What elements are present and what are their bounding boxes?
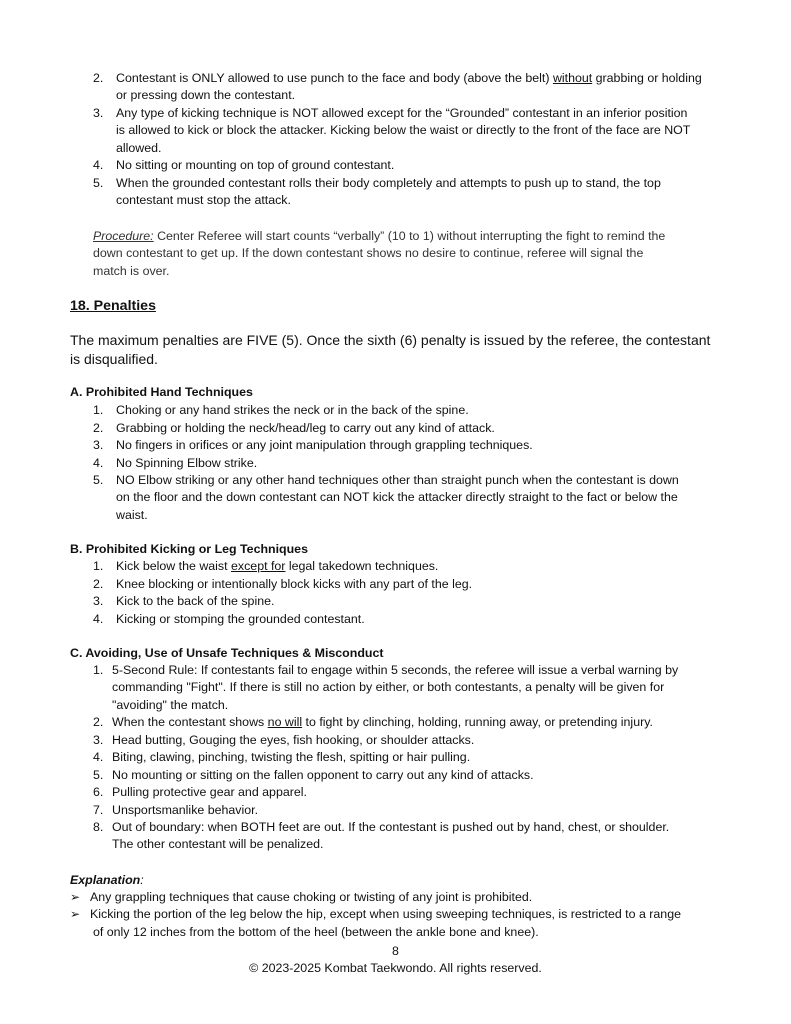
penalties-intro-line-2: is disqualified. [70,351,158,367]
kick-rule-item-number: 4. [93,611,104,626]
kick-rule-item-number: 2. [93,576,104,591]
explanation-text: Kicking the portion of the leg below the hip, except when using sweeping techniques, is restricted to a range [90,907,681,922]
explanation-text: of only 12 inches from the bottom of the heel (between the ankle bone and knee). [93,924,539,939]
misconduct-rule-item-number: 2. [93,715,104,730]
rule-item-number: 5. [93,175,104,190]
misconduct-rule-item-number: 3. [93,732,104,747]
hand-rule-item-number: 2. [93,420,104,435]
hand-rule-item-text: No fingers in orifices or any joint manipulation through grappling techniques. [116,438,533,452]
section-c-title: C. Avoiding, Use of Unsafe Techniques & Misconduct [70,646,384,660]
misconduct-rule-item-number: 7. [93,802,104,817]
misconduct-rule-item-number: 6. [93,785,104,800]
misconduct-rule-item-text: commanding "Fight". If there is still no action by either, or both contestants, a penalty will be given for [112,680,665,695]
misconduct-rule-item-text: No mounting or sitting on the fallen opponent to carry out any kind of attacks. [112,767,534,782]
rule-item-text: No sitting or mounting on top of ground contestant. [116,158,395,173]
hand-rule-item-number: 3. [93,438,104,452]
hand-rule-item-number: 4. [93,455,104,470]
rule-underlined-text: without [552,71,593,85]
arrow-bullet-icon: ➢ [70,890,81,904]
misconduct-rule-item-number: 5. [93,767,104,782]
rule-item-text: or pressing down the contestant. [116,88,296,103]
rule-item-number: 4. [93,158,104,173]
misconduct-rule-item-text: Biting, clawing, pinching, twisting the flesh, spitting or hair pulling. [112,750,471,765]
misconduct-rule-item-text: 5-Second Rule: If contestants fail to engage within 5 seconds, the referee will issue a verbal warning by [112,663,679,677]
section-b-title: B. Prohibited Kicking or Leg Techniques [70,542,308,556]
explanation-label: Explanation: [70,873,144,887]
procedure-label: Procedure: [93,229,154,243]
kick-rule-item-text: Knee blocking or intentionally block kicks with any part of the leg. [116,576,473,591]
rule-item-text: contestant must stop the attack. [116,193,291,207]
procedure-text: match is over. [93,263,170,278]
kick-rule-underlined-text: except for [231,559,286,573]
kick-rule-item-text: Kick to the back of the spine. [116,594,275,608]
misconduct-rule-item-text: Unsportsmanlike behavior. [112,802,259,817]
rule-item-text: Any type of kicking technique is NOT allowed except for the “Grounded” contestant in an inferior position [116,105,688,120]
kick-rule-item-text: Kick below the waist except for legal takedown techniques. [116,559,439,573]
rule-item-text: allowed. [116,140,162,155]
procedure-text: Procedure: Center Referee will start counts “verbally” (10 to 1) without interrupting the fight to remind the [93,229,666,243]
kick-rule-item-number: 3. [93,594,104,608]
rule-item-number: 3. [93,105,104,120]
hand-rule-item-text: Grabbing or holding the neck/head/leg to carry out any kind of attack. [116,420,495,435]
misconduct-rule-item-text: The other contestant will be penalized. [112,837,324,852]
misconduct-rule-underlined-text: no will [267,715,303,730]
rule-item-text: When the grounded contestant rolls their body completely and attempts to push up to stand, the top [116,175,661,190]
hand-rule-item-text: waist. [116,507,148,522]
misconduct-rule-item-text: When the contestant shows no will to fight by clinching, holding, running away, or pretending injury. [112,715,653,730]
procedure-text: down contestant to get up. If the down contestant shows no desire to continue, referee will signal the [93,246,644,261]
kick-rule-item-number: 1. [93,559,104,573]
misconduct-rule-item-text: "avoiding" the match. [112,697,229,712]
misconduct-rule-item-number: 4. [93,750,104,765]
rule-item-text: Contestant is ONLY allowed to use punch to the face and body (above the belt) without grabbing or holding [116,71,702,85]
rule-item-number: 2. [93,71,104,85]
penalties-intro-line-1: The maximum penalties are FIVE (5). Once the sixth (6) penalty is issued by the referee, the contestant [70,332,711,348]
copyright-footer: © 2023-2025 Kombat Taekwondo. All rights reserved. [249,961,542,975]
explanation-text: Any grappling techniques that cause choking or twisting of any joint is prohibited. [90,890,533,904]
arrow-bullet-icon: ➢ [70,907,81,922]
section-a-title: A. Prohibited Hand Techniques [70,385,253,399]
misconduct-rule-item-text: Head butting, Gouging the eyes, fish hooking, or shoulder attacks. [112,732,475,747]
section-heading: 18. Penalties [70,298,156,314]
misconduct-rule-item-number: 8. [93,820,104,835]
hand-rule-item-text: NO Elbow striking or any other hand techniques other than straight punch when the contestant is down [116,473,679,487]
rule-item-text: is allowed to kick or block the attacker. Kicking below the waist or directly to the front of the face are NOT [116,123,691,138]
hand-rule-item-number: 5. [93,473,104,487]
hand-rule-item-text: No Spinning Elbow strike. [116,455,258,470]
misconduct-rule-item-text: Out of boundary: when BOTH feet are out. If the contestant is pushed out by hand, chest, or shoulder. [112,820,670,835]
hand-rule-item-number: 1. [93,403,104,417]
hand-rule-item-text: Choking or any hand strikes the neck or in the back of the spine. [116,403,469,417]
hand-rule-item-text: on the floor and the down contestant can NOT kick the attacker directly straight to the fact or below the [116,490,678,505]
page-number: 8 [392,944,399,958]
misconduct-rule-item-text: Pulling protective gear and apparel. [112,785,307,800]
misconduct-rule-item-number: 1. [93,663,104,677]
kick-rule-item-text: Kicking or stomping the grounded contestant. [116,611,365,626]
